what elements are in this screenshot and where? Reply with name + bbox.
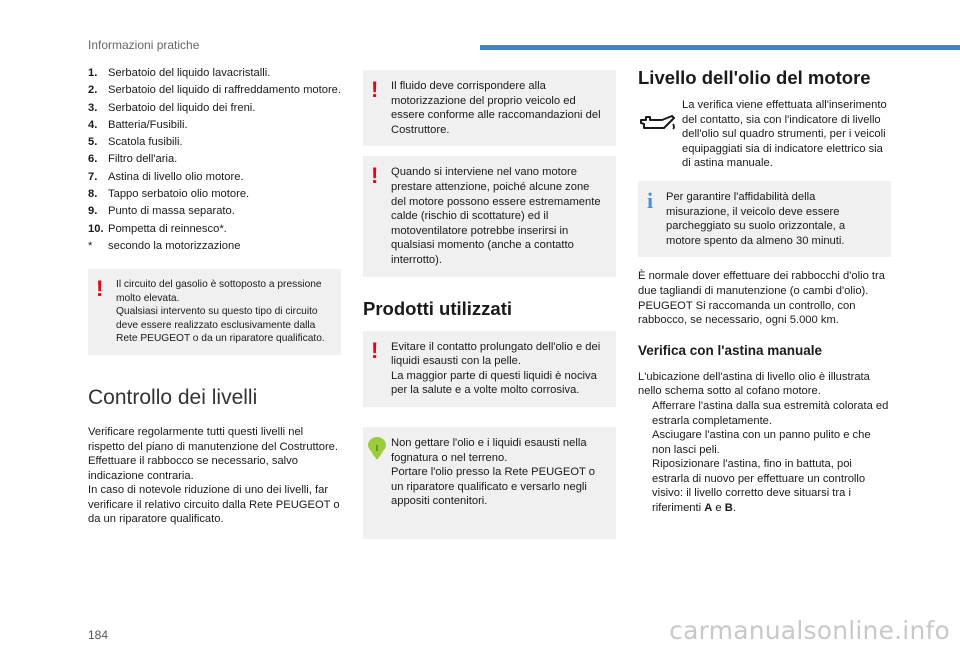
reference-b: B bbox=[724, 502, 733, 515]
components-list bbox=[88, 66, 341, 236]
page-number: 184 bbox=[88, 628, 109, 642]
list-item: 4. Batteria/Fusibili. bbox=[88, 118, 188, 131]
column-left bbox=[88, 66, 341, 527]
list-item: Afferrare l'astina dalla sua estremità colorata ed estrarla completamente. bbox=[652, 399, 889, 427]
warning-icon: ! bbox=[96, 276, 104, 302]
leaf-icon bbox=[366, 435, 388, 461]
section-title-livello-olio: Livello dell'olio del motore bbox=[638, 67, 871, 88]
list-item: Asciugare l'astina con un panno pulito e che non lasci peli. bbox=[652, 429, 871, 456]
info-icon: i bbox=[647, 187, 654, 213]
list-item: 5. Scatola fusibili. bbox=[88, 136, 183, 149]
warning-box-fluid: ! Il fluido deve corrispondere alla motorizzazione del proprio veicolo ed essere conforme alle raccomandazioni del Costruttore. bbox=[363, 70, 616, 146]
warning-icon: ! bbox=[371, 77, 379, 102]
warning-box-skin-contact: ! Evitare il contatto prolungato dell'olio e dei liquidi esausti con la pelle. La maggior parte di questi liquidi è nociva per la salute e a volte molto corrosiva. bbox=[363, 331, 616, 407]
list-item: 9. Punto di massa separato. bbox=[88, 205, 235, 218]
steps-list bbox=[638, 399, 891, 516]
subsection-title-astina: Verifica con l'astina manuale bbox=[638, 342, 823, 358]
list-item: 10. Pompetta di reinnesco*. bbox=[88, 222, 227, 235]
eco-box: Non gettare l'olio e i liquidi esausti nella fognatura o nel terreno. Portare l'olio presso la Rete PEUGEOT o un riparatore qualificato e versarlo negli appositi contenitori. bbox=[363, 427, 616, 539]
warning-box-engine-heat: ! Quando si interviene nel vano motore prestare attenzione, poiché alcune zone del motore possono essere estremamente calde (rischio di scottature) ed il motoventilatore potrebbe inserirsi in qualsiasi momento (anche a contatto interrotto). bbox=[363, 156, 616, 276]
list-item: 1. Serbatoio del liquido lavacristalli. bbox=[88, 67, 271, 79]
footnote: * secondo la motorizzazione bbox=[88, 239, 241, 252]
watermark: carmanualsonline.info bbox=[669, 616, 950, 645]
page-header-title: Informazioni pratiche bbox=[88, 38, 200, 52]
warning-icon: ! bbox=[371, 163, 379, 189]
oil-level-intro: La verifica viene effettuata all'inserimento del contatto, sia con l'indicatore di livello dell'olio sul quadro strumenti, per i veicoli equipaggiati sia di indicatore elettrico sia di astina manuale. bbox=[638, 98, 891, 171]
column-middle bbox=[363, 66, 616, 539]
section-title-controllo: Controllo dei livelli bbox=[88, 385, 258, 409]
list-item: Riposizionare l'astina, fino in battuta, poi estrarla di nuovo per effettuare un controllo visivo: il livello corretto deve situarsi tra i riferimenti A e B. bbox=[652, 458, 866, 515]
paragraph: In caso di notevole riduzione di uno dei livelli, far verificare il relativo circuito dalla Rete PEUGEOT o da un riparatore qualificato. bbox=[88, 484, 340, 526]
warning-box-diesel: ! Il circuito del gasolio è sottoposto a pressione molto elevata. Qualsiasi intervento su questo tipo di circuito deve essere realizzato esclusivamente dalla Rete PEUGEOT o da un riparatore qualificato. bbox=[88, 269, 341, 355]
info-box: i Per garantire l'affidabilità della misurazione, il veicolo deve essere parcheggiato su suolo orizzontale, a motore spento da almeno 30 minuti. bbox=[638, 181, 891, 257]
list-item: 7. Astina di livello olio motore. bbox=[88, 170, 244, 183]
list-item: 2. Serbatoio del liquido di raffreddamento motore. bbox=[88, 84, 342, 97]
paragraph: Verificare regolarmente tutti questi livelli nel rispetto del piano di manutenzione del Costruttore. Effettuare il rabbocco se necessario, salvo indicazione contraria. bbox=[88, 425, 339, 482]
paragraph: È normale dover effettuare dei rabbocchi d'olio tra due tagliandi di manutenzione (o cambi d'olio). PEUGEOT Si raccomanda un controllo, con rabbocco, se necessario, ogni 5.000 km. bbox=[638, 270, 885, 327]
reference-a: A bbox=[704, 502, 713, 515]
section-title-prodotti: Prodotti utilizzati bbox=[363, 297, 513, 319]
paragraph: L'ubicazione dell'astina di livello olio è illustrata nello schema sotto al cofano motore. bbox=[638, 370, 870, 398]
list-item: 3. Serbatoio del liquido dei freni. bbox=[88, 101, 256, 114]
list-item: 8. Tappo serbatoio olio motore. bbox=[88, 187, 250, 200]
oil-can-icon bbox=[638, 112, 676, 134]
warning-icon: ! bbox=[371, 337, 379, 363]
header-accent-bar bbox=[480, 45, 960, 50]
list-item: 6. Filtro dell'aria. bbox=[88, 153, 178, 166]
column-right bbox=[638, 66, 891, 516]
